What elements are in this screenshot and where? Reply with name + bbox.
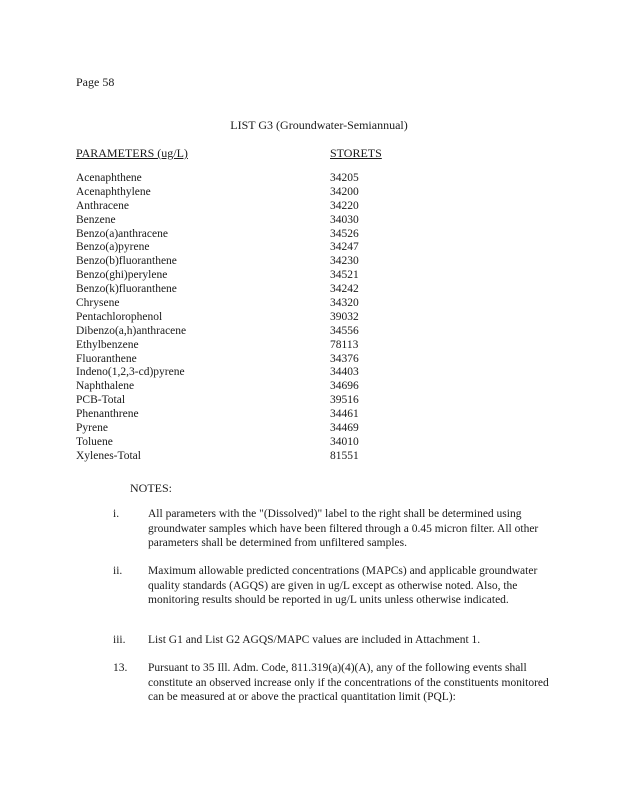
table-row [76,436,396,450]
storet-code: 34247 [330,241,359,254]
parameter-name: PCB-Total [76,394,126,407]
parameter-name: Benzo(b)fluoranthene [76,255,177,268]
table-row [76,380,396,394]
storet-code: 39516 [330,394,359,407]
parameter-name: Benzo(a)anthracene [76,227,168,240]
storet-code: 81551 [330,449,359,462]
parameter-name: Benzo(a)pyrene [76,241,150,254]
storet-code: 34403 [330,366,359,379]
note-item [113,661,553,705]
table-row [76,422,396,436]
table-row [76,325,396,339]
parameter-name: Acenaphthylene [76,185,151,198]
note-label: iii. [113,634,126,646]
table-row [76,186,396,200]
parameter-name: Naphthalene [76,380,135,393]
note-item [113,564,553,608]
note-item [113,507,553,551]
storet-code: 34010 [330,435,359,448]
parameter-name: Chrysene [76,297,120,310]
table-row [76,283,396,297]
table-row [76,366,396,380]
table-row [76,228,396,242]
table-row [76,339,396,353]
note-text: List G1 and List G2 AGQS/MAPC values are included in Attachment 1. [148,634,481,646]
page-number: Page 58 [76,75,115,89]
list-title: LIST G3 (Groundwater-Semiannual) [230,118,408,132]
note-label: ii. [113,565,123,577]
table-row [76,269,396,283]
storet-code: 34242 [330,283,359,296]
table-row [76,408,396,422]
table-row [76,214,396,228]
parameters-header: PARAMETERS (ug/L) [76,146,188,160]
table-row [76,450,396,464]
storet-code: 34461 [330,408,359,421]
parameter-name: Indeno(1,2,3-cd)pyrene [76,366,185,379]
parameter-name: Pentachlorophenol [76,310,163,323]
table-row [76,241,396,255]
table-row [76,172,396,186]
table-row [76,353,396,367]
parameter-name: Pyrene [76,422,108,435]
storet-code: 34200 [330,185,359,198]
table-row [76,297,396,311]
note-label: i. [113,508,120,520]
storets-header: STORETS [330,146,382,160]
parameter-name: Anthracene [76,199,129,212]
parameter-name: Benzene [76,213,116,226]
parameter-name: Benzo(ghi)perylene [76,269,168,282]
parameter-name: Toluene [76,435,113,448]
storet-code: 39032 [330,310,359,323]
table-row [76,311,396,325]
table-row [76,394,396,408]
note-text: All parameters with the "(Dissolved)" label to the right shall be determined using groundwater samples which have been filtered through a 0.45 micron filter. All other parameters shall be determined from unfiltered samples. [148,508,539,549]
parameter-name: Benzo(k)fluoranthene [76,283,177,296]
storet-code: 34556 [330,324,359,337]
note-text: Pursuant to 35 Ill. Adm. Code, 811.319(a)(4)(A), any of the following events shall constitute an observed increase only if the concentrations of the constituents monitored can be measured at or above the practical quantitation limit (PQL): [148,662,549,703]
storet-code: 34320 [330,297,359,310]
table-row [76,200,396,214]
note-item [113,633,553,648]
parameter-name: Ethylbenzene [76,338,139,351]
storet-code: 34376 [330,352,359,365]
storet-code: 34220 [330,199,359,212]
note-label: 13. [113,662,128,674]
parameter-table [76,172,396,464]
table-row [76,255,396,269]
parameter-name: Fluoranthene [76,352,137,365]
storet-code: 34230 [330,255,359,268]
storet-code: 34696 [330,380,359,393]
note-text: Maximum allowable predicted concentrations (MAPCs) and applicable groundwater quality standards (AGQS) are given in ug/L except as otherwise noted. Also, the monitoring results should be reported in ug/L units unless otherwise indicated. [148,565,538,606]
storet-code: 34469 [330,422,359,435]
storet-code: 34521 [330,269,359,282]
parameter-name: Xylenes-Total [76,449,141,462]
notes-heading: NOTES: [130,481,172,495]
parameter-name: Acenaphthene [76,172,142,184]
storet-code: 34030 [330,213,359,226]
storet-code: 34526 [330,227,359,240]
storet-code: 34205 [330,172,359,184]
parameter-name: Dibenzo(a,h)anthracene [76,324,187,337]
parameter-name: Phenanthrene [76,408,139,421]
storet-code: 78113 [330,338,359,351]
